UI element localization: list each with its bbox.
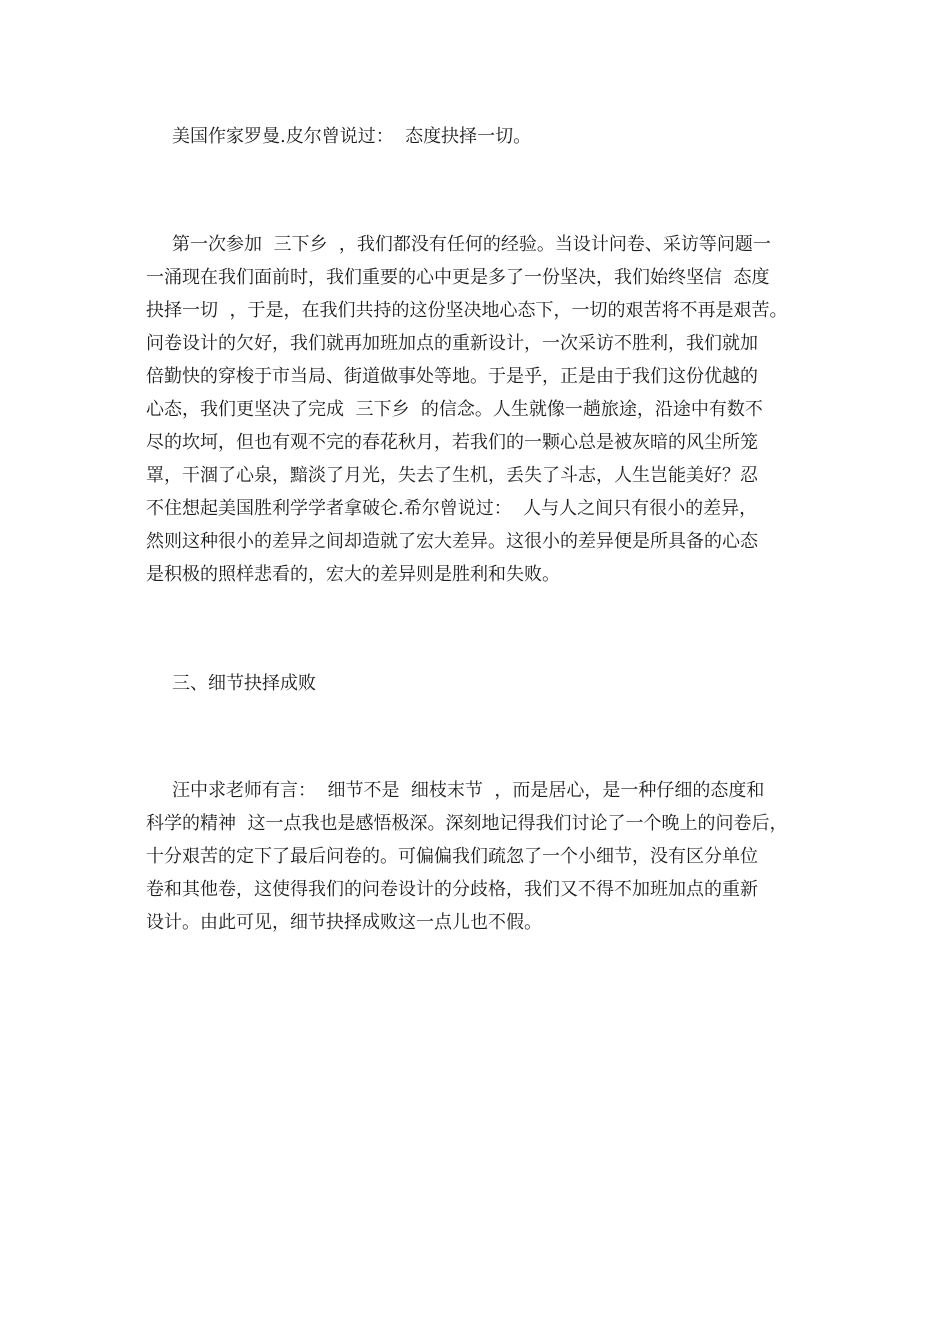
paragraph-line: 倍勤快的穿梭于市当局、街道做事处等地。于是乎，正是由于我们这份优越的 bbox=[146, 366, 758, 387]
quote-line: 美国作家罗曼.皮尔曾说过： 态度抉择一切。 bbox=[172, 126, 532, 147]
paragraph-line: 抉择一切 ，于是，在我们共持的这份坚决地心态下，一切的艰苦将不再是艰苦。 bbox=[146, 300, 788, 321]
paragraph-line: 设计。由此可见，细节抉择成败这一点儿也不假。 bbox=[146, 912, 542, 933]
paragraph-line: 然则这种很小的差异之间却造就了宏大差异。这很小的差异便是所具备的心态 bbox=[146, 531, 758, 552]
paragraph-line: 是积极的照样悲看的，宏大的差异则是胜利和失败。 bbox=[146, 564, 560, 585]
section-heading: 三、细节抉择成败 bbox=[172, 673, 316, 694]
paragraph-line: 罩，干涸了心泉，黯淡了月光，失去了生机，丢失了斗志，人生岂能美好？忍 bbox=[146, 465, 758, 486]
paragraph-line: 问卷设计的欠好，我们就再加班加点的重新设计，一次采访不胜利，我们就加 bbox=[146, 333, 758, 354]
paragraph-line: 第一次参加 三下乡 ，我们都没有任何的经验。当设计问卷、采访等问题一 bbox=[172, 234, 771, 255]
paragraph-line: 卷和其他卷，这使得我们的问卷设计的分歧格，我们又不得不加班加点的重新 bbox=[146, 879, 758, 900]
paragraph-line: 汪中求老师有言： 细节不是 细枝末节 ，而是居心，是一种仔细的态度和 bbox=[172, 780, 765, 801]
paragraph-line: 不住想起美国胜利学学者拿破仑.希尔曾说过： 人与人之间只有很小的差异， bbox=[146, 498, 758, 519]
paragraph-line: 一涌现在我们面前时，我们重要的心中更是多了一份坚决，我们始终坚信 态度 bbox=[146, 267, 770, 288]
paragraph-line: 尽的坎坷，但也有观不完的春花秋月，若我们的一颗心总是被灰暗的风尘所笼 bbox=[146, 432, 758, 453]
paragraph-line: 心态，我们更坚决了完成 三下乡 的信念。人生就像一趟旅途，沿途中有数不 bbox=[146, 399, 763, 420]
paragraph-line: 十分艰苦的定下了最后问卷的。可偏偏我们疏忽了一个小细节，没有区分单位 bbox=[146, 846, 758, 867]
paragraph-line: 科学的精神 这一点我也是感悟极深。深刻地记得我们讨论了一个晚上的问卷后， bbox=[146, 813, 788, 834]
